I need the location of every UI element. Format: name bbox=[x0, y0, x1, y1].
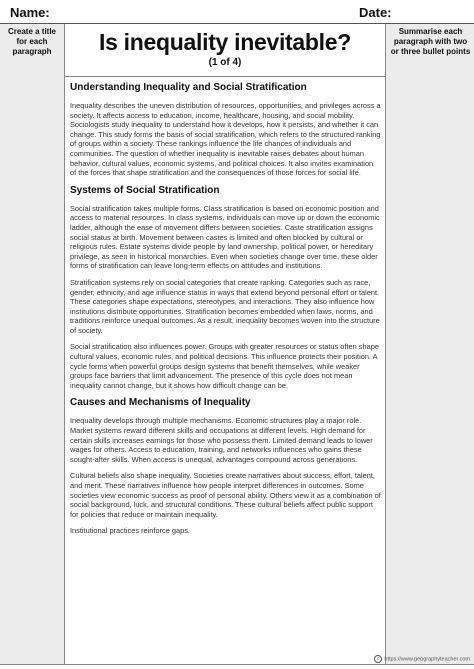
paragraph: Social stratification takes multiple forms. Class stratification is based on economic position and access to material resources. In class systems, individuals can move up or down the economic ladder, although the ease of movement differs between societies. Caste stratification assigns social status at birth. Movement between castes is limited and often blocked by cultural or religious rules. Estate systems divide people by land ownership, political power, or hereditary privilege, as seen in historical monarchies. Even when societies change over time, these older forms of stratification can leave long-term effects on attitudes and institutions. bbox=[70, 203, 380, 271]
section-heading: Systems of Social Stratification bbox=[70, 184, 220, 196]
paragraph: Inequality develops through multiple mechanisms. Economic structures play a major role. Market systems reward different skills and occupations at different levels. High demand for certain skills increases earnings for those who possess them. Limited demand leads to lower wages for others. Access to education, training, and networks influences who gains these sought-after skills. When access is unequal, advantages compound across generations. bbox=[70, 416, 373, 464]
date-label: Date: bbox=[359, 5, 392, 20]
title-notes-column[interactable] bbox=[0, 24, 65, 664]
page-subtitle: (1 of 4) bbox=[208, 57, 242, 68]
title-block bbox=[65, 24, 385, 77]
right-column-instruction: Summarise each paragraph with two or three bullet points bbox=[390, 27, 471, 56]
copyright-icon: © bbox=[374, 655, 382, 663]
paragraph: Institutional practices reinforce gaps. bbox=[70, 526, 190, 536]
name-label: Name: bbox=[10, 5, 50, 20]
left-column-instruction: Create a title for each paragraph bbox=[7, 27, 57, 56]
paragraph: Cultural beliefs also shape inequality. Societies create narratives about success, effort, talent, and merit. These narratives influence how people interpret differences in outcomes. Some societies view economic success as proof of personal ability. Others view it as a combination of social background, luck, and structural conditions. These cultural beliefs affect public support for policies that reduce or maintain inequality. bbox=[70, 471, 381, 519]
section-heading: Understanding Inequality and Social Stratification bbox=[70, 82, 307, 93]
article-content bbox=[70, 82, 381, 536]
section-heading: Causes and Mechanisms of Inequality bbox=[70, 397, 251, 409]
paragraph: Inequality describes the uneven distribution of resources, opportunities, and privileges across a society. It affects access to education, income, healthcare, housing, and social mobility. Sociologists study inequality to understand how it develops, how it persists, and whether it can change. This study forms the basis of social stratification, which refers to the structured ranking of groups within a society. These rankings influence the life chances of individuals and communities. The question of whether inequality is inevitable raises debates about human behavior, cultural values, economic systems, and political choices. It also invites examination of the forces that shape stratification and the consequences of those forces for social life. bbox=[70, 101, 381, 178]
page-title: Is inequality inevitable? bbox=[99, 29, 351, 55]
reading-column bbox=[65, 24, 385, 664]
header-row bbox=[0, 0, 474, 24]
footer-divider bbox=[0, 664, 474, 665]
paragraph: Stratification systems rely on social categories that create ranking. Categories such as race, gender, ethnicity, and age influence status in ways that extend beyond personal effort or talent. These categories shape expectations, stereotypes, and interactions. They also influence how institutions distribute opportunities. Stratification becomes embedded when laws, norms, and traditions reinforce unequal outcomes. As a result, inequality becomes woven into the structure of society. bbox=[70, 277, 380, 335]
summary-notes-column[interactable] bbox=[385, 24, 474, 664]
footer-url[interactable]: https://www.geographyteacher.com bbox=[384, 656, 470, 663]
paragraph: Social stratification also influences power. Groups with greater resources or status often shape cultural values, economic rules, and political decisions. This influence protects their position. A cycle forms when powerful groups design systems that benefit themselves, while weaker groups face barriers that limit advancement. The presence of this cycle does not mean inequality cannot change, but it shows how difficult change can be. bbox=[70, 342, 379, 390]
